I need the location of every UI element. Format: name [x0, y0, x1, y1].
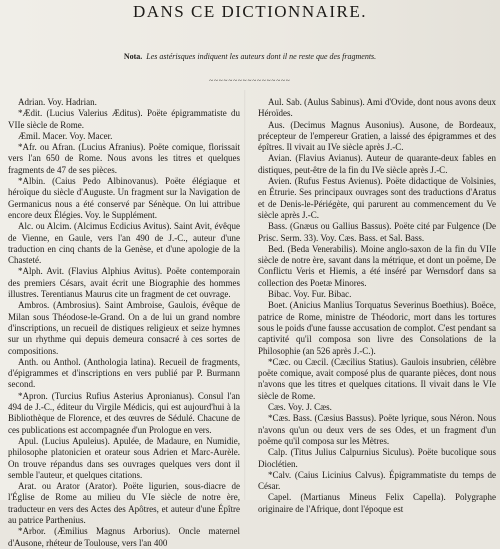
dictionary-entry: Adrian. Voy. Hadrian.	[18, 97, 97, 107]
dictionary-entry: Capel. (Martianus Mineus Felix Capella). Polygraphe originaire de l'Afrique, dont l'époque est	[258, 492, 496, 514]
left-column	[8, 97, 240, 549]
divider-ornament: ~~~~~~~~~~~~~~~~~	[209, 77, 291, 85]
page-title: DANS CE DICTIONNAIRE.	[132, 2, 368, 21]
page-fold-shadow	[244, 90, 246, 500]
dictionary-entry: Bass. (Gnæus ou Gallius Bassus). Poëte cité par Fulgence (De Prisc. Serm. 33). Voy. Cæs. Bass. et Sal. Bass.	[258, 221, 496, 243]
dictionary-entry: Avian. (Flavius Avianus). Auteur de quarante-deux fables en distiques, peut-être de la fin du IVe siècle après J.-C.	[258, 153, 496, 175]
dictionary-entry: Arat. ou Arator (Arator). Poëte ligurien, sous-diacre de l'Église de Rome au milieu du VIe siècle de notre ère, traducteur en vers des Actes des Apôtres, et auteur d'une Épître au patrice Parthenius.	[8, 481, 240, 525]
dictionary-entry: Cæs. Voy. J. Cæs.	[268, 402, 332, 413]
dictionary-entry: *Afr. ou Afran. (Lucius Afranius). Poëte comique, florissait vers l'an 650 de Rome. Nous avons les titres et quelques fragments de 47 de ses pièces.	[8, 142, 240, 175]
asterisk-note	[0, 52, 500, 61]
dictionary-entry: Calp. (Titus Julius Calpurnius Siculus). Poëte bucolique sous Dioclétien.	[258, 447, 496, 469]
dictionary-entry: Bed. (Beda Venerabilis). Moine anglo-saxon de la fin du VIIe siècle de notre ère, savant dans la métrique, et dont un poëme, De Conflictu Veris et Hiemis, a été inséré par Wernsdorf dans sa collection des Poetæ Minores.	[258, 243, 496, 288]
note-text: Les astérisques indiquent les auteurs dont il ne reste que des fragments.	[146, 52, 377, 61]
dictionary-entry: Aul. Sab. (Aulus Sabinus). Ami d'Ovide, dont nous avons deux Héroïdes.	[258, 97, 496, 119]
right-column	[258, 97, 496, 515]
dictionary-entry: *Calv. (Caius Licinius Calvus). Épigrammatiste du temps de César.	[258, 469, 496, 492]
dictionary-entry: Æmil. Macer. Voy. Macer.	[18, 130, 113, 141]
dictionary-entry: *Cæc. ou Cæcil. (Cæcilius Statius). Gaulois insubrien, célèbre poëte comique, avait composé plus de quarante pièces, dont nous n'avons que les titres et quelques citations. Il vivait dans le VIe siècle de Rome.	[258, 356, 496, 401]
dictionary-entry: Apul. (Lucius Apuleius). Apulée, de Madaure, en Numidie, philosophe platonicien et orateur sous Adrien et Marc-Aurèle. On trouve répandus dans ses ouvrages quelques vers dont il semble l'auteur, et quelques citations.	[8, 435, 240, 480]
dictionary-entry: Aus. (Decimus Magnus Ausonius). Ausone, de Bordeaux, précepteur de l'empereur Gratien, a laissé des épigrammes et des épîtres. Il vivait au IVe siècle après J.-C.	[258, 119, 496, 153]
dictionary-entry: *Alph. Avit. (Flavius Alphius Avitus). Poëte contemporain des premiers Césars, avait écrit une Biographie des hommes illustres. Terentianus Maurus cite un fragment de cet ouvrage.	[8, 266, 240, 300]
dictionary-entry: *Albin. (Caius Pedo Albinovanus). Poëte élégiaque et héroïque du siècle d'Auguste. Un fragment sur la Navigation de Germanicus nous a été conservé par Sénèque. On lui attribue encore deux Élégies. Voy. le Supplément.	[8, 176, 240, 220]
dictionary-entry: *Arbor. (Æmilius Magnus Arborius). Oncle maternel d'Ausone, rhéteur de Toulouse, vers l'an 400	[8, 526, 240, 548]
dictionary-entry: *Apron. (Turcius Rufius Asterius Apronianus). Consul l'an 494 de J.-C., éditeur du Virgile Médicis, qui est aujourd'hui à la Bibliothèque de Florence, et des œuvres de Sédulé. Chacune de ces publications est accompagnée d'un Prologue en vers.	[8, 390, 240, 435]
dictionary-entry: Alc. ou Alcim. (Alcimus Ecdicius Avitus). Saint Avit, évêque de Vienne, en Gaule, vers l'an 490 de J.-C., auteur d'une traduction en cinq chants de la Genèse, et d'une apologie de la Chasteté.	[8, 221, 240, 266]
dictionary-entry: Anth. ou Anthol. (Anthologia latina). Recueil de fragments, d'épigrammes et d'inscriptions en vers publié par P. Burmann second.	[8, 356, 240, 390]
note-label: Nota.	[123, 52, 143, 61]
dictionary-entry: Boet. (Anicius Manlius Torquatus Severinus Boethius). Boëce, patrice de Rome, ministre de Théodoric, mort dans les tortures sous le poids d'une fausse accusation de complot. C'est pendant sa captivité qu'il composa son livre des Consolations de la Philosophie (an 526 après J.-C.).	[258, 300, 496, 356]
dictionary-entry: *Cæs. Bass. (Cæsius Bassus). Poëte lyrique, sous Néron. Nous n'avons qu'un ou deux vers de ses Odes, et un fragment d'un poëme qu'il composa sur les Mètres.	[258, 413, 496, 446]
dictionary-entry: Bibac. Voy. Fur. Bibac.	[268, 289, 352, 300]
dictionary-entry: Avien. (Rufus Festus Avienus). Poëte didactique de Volsinies, en Étrurie. Ses principaux ouvrages sont des traductions d'Aratus et de Denis-le-Périégète, qui parurent au commencement du Ve siècle après J.-C.	[258, 176, 496, 220]
dictionary-entry: *Ædit. (Lucius Valerius Æditus). Poëte épigrammatiste du VIIe siècle de Rome.	[8, 108, 240, 130]
dictionary-entry: Ambros. (Ambrosius). Saint Ambroise, Gaulois, évêque de Milan sous Théodose-le-Grand. On a de lui un grand nombre d'inscriptions, un recueil de distiques religieux et seize hymnes sur un rhythme qui depuis demeura consacré à ces sortes de compositions.	[8, 300, 240, 356]
